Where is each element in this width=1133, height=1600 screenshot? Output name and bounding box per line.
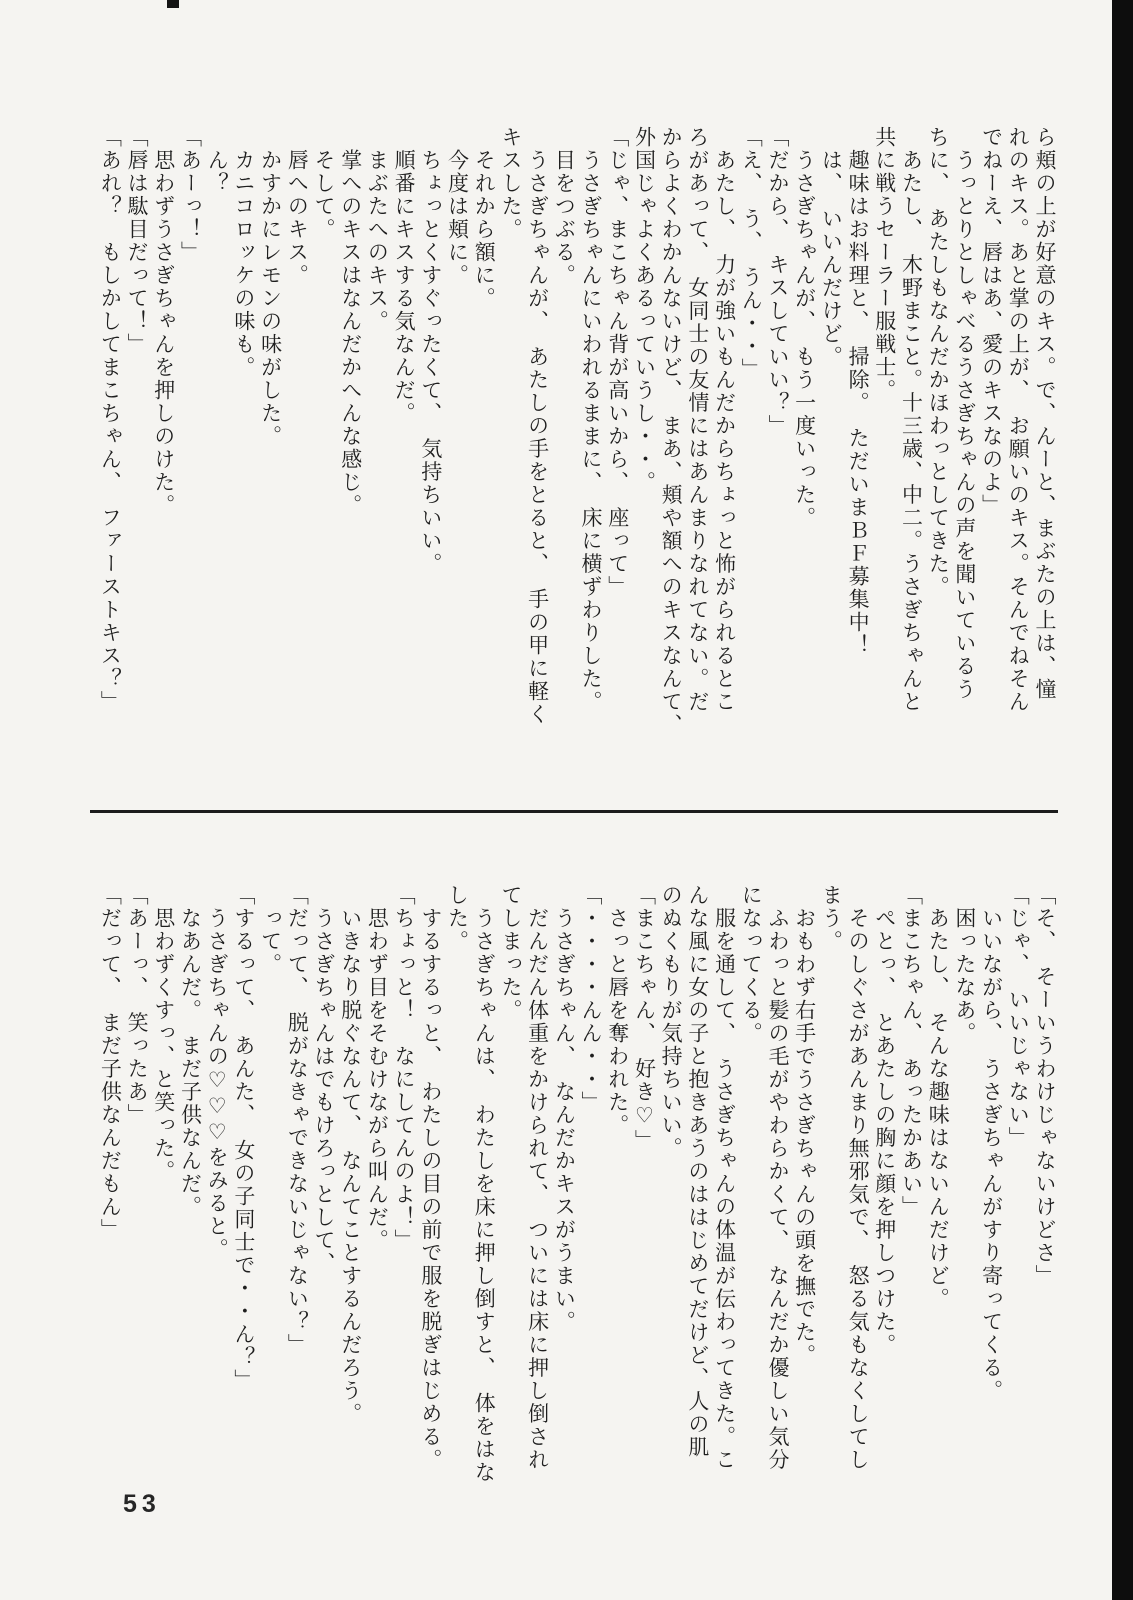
text-column: 「だから、 キスしていい？」 bbox=[765, 126, 790, 438]
text-column: からよくわかんないけど、 まあ、頬や額へのキスなんて、 bbox=[659, 126, 684, 737]
text-column: なあんだ。 まだ子供なんだ。 bbox=[178, 884, 203, 1219]
text-column: てしまった。 bbox=[498, 884, 523, 1022]
text-column: するするっと、 わたしの目の前で服を脱ぎはじめる。 bbox=[418, 884, 443, 1472]
text-column: ん？ bbox=[205, 126, 230, 195]
text-column: 共に戦うセーラー服戦士。 bbox=[872, 126, 897, 402]
text-column: まぶたへのキス。 bbox=[365, 126, 390, 333]
text-column: キスした。 bbox=[498, 126, 523, 241]
text-column: 思わず目をそむけながら叫んだ。 bbox=[365, 884, 390, 1252]
text-column: 順番にキスする気なんだ。 bbox=[392, 126, 417, 425]
text-column: 困ったなあ。 bbox=[952, 884, 977, 1045]
text-column: さっと唇を奪われた。 bbox=[605, 884, 630, 1137]
text-column: 掌へのキスはなんだかへんな感じ。 bbox=[338, 126, 363, 517]
text-column: それから額に。 bbox=[472, 126, 497, 310]
text-column: いいながら、 うさぎちゃんがすり寄ってくる。 bbox=[979, 884, 1004, 1403]
text-column: おもわず右手でうさぎちゃんの頭を撫でた。 bbox=[792, 884, 817, 1367]
scan-artifact bbox=[167, 0, 179, 8]
text-column: 「唇は駄目だって！」 bbox=[125, 126, 150, 356]
text-column: 外国じゃよくあるっていうし・・。 bbox=[632, 126, 657, 494]
text-column: 「まこちゃん、 好き♡」 bbox=[632, 884, 657, 1153]
text-column: んな風に女の子と抱きあうのははじめてだけど、人の肌 bbox=[685, 884, 710, 1459]
text-block-top bbox=[97, 126, 1058, 758]
text-column: うさぎちゃん、 なんだかキスがうまい。 bbox=[552, 884, 577, 1334]
text-column: あたし、 木野まこと。十三歳、中二。うさぎちゃんと bbox=[899, 126, 924, 714]
text-column: そのしぐさがあんまり無邪気で、 怒る気もなくしてし bbox=[846, 884, 871, 1472]
page-number: 53 bbox=[123, 1490, 161, 1518]
text-column: でねーえ、唇はあ、愛のキスなのよ」 bbox=[979, 126, 1004, 517]
text-column: 目をつぶる。 bbox=[552, 126, 577, 287]
text-column: ろがあって、 女同士の友情にはあんまりなれてない。だ bbox=[685, 126, 710, 714]
text-column: まう。 bbox=[819, 884, 844, 953]
text-column: あたし、 そんな趣味はないんだけど。 bbox=[926, 884, 951, 1311]
text-column: うさぎちゃんの♡♡♡をみると。 bbox=[205, 884, 230, 1261]
text-column: 「そ、 そーいうわけじゃないけどさ」 bbox=[1033, 884, 1057, 1288]
text-column: 唇へのキス。 bbox=[285, 126, 310, 287]
text-column: 「だって、 脱がなきゃできないじゃない？」 bbox=[285, 884, 310, 1357]
text-column: になってくる。 bbox=[739, 884, 764, 1045]
text-column: うさぎちゃんにいわれるままに、 床に横ずわりした。 bbox=[579, 126, 604, 714]
text-column: ぺとっ、 とあたしの胸に顔を押しつけた。 bbox=[872, 884, 897, 1357]
text-column: うさぎちゃんはでもけろっとして、 bbox=[312, 884, 337, 1275]
text-column: 「じゃ、 いいじゃない」 bbox=[1006, 884, 1031, 1150]
text-column: カニコロッケの味も。 bbox=[231, 126, 256, 379]
text-column: のぬくもりが気持ちいい。 bbox=[659, 884, 684, 1160]
text-column: あたし、 力が強いもんだからちょっと怖がられるとこ bbox=[712, 126, 737, 714]
text-column: 「ちょっと！ なにしてんのよ！」 bbox=[392, 884, 417, 1252]
text-column: 今度は頬に。 bbox=[445, 126, 470, 287]
text-column: いきなり脱ぐなんて、 なんてことするんだろう。 bbox=[338, 884, 363, 1426]
text-column: 「あーっ！」 bbox=[178, 126, 203, 264]
text-column: 「あれ？ もしかしてまこちゃん、 ファーストキス？」 bbox=[98, 126, 123, 714]
text-column: そして。 bbox=[312, 126, 337, 241]
text-column: 「じゃ、まこちゃん背が高いから、 座って」 bbox=[605, 126, 630, 599]
text-column: した。 bbox=[445, 884, 470, 953]
text-column: ちょっとくすぐったくて、 気持ちいい。 bbox=[418, 126, 443, 576]
text-column: うさぎちゃんは、 わたしを床に押し倒すと、 体をはな bbox=[472, 884, 497, 1484]
text-column: って。 bbox=[258, 884, 283, 976]
text-column: 思わずくすっ、と笑った。 bbox=[151, 884, 176, 1183]
text-column: うさぎちゃんが、 あたしの手をとると、 手の甲に軽く bbox=[525, 126, 550, 726]
text-column: うさぎちゃんが、 もう一度いった。 bbox=[792, 126, 817, 530]
text-column: ふわっと髪の毛がやわらかくて、 なんだか優しい気分 bbox=[765, 884, 790, 1472]
text-column: れのキス。あと掌の上が、 お願いのキス。そんでねそん bbox=[1006, 126, 1031, 714]
text-column: うっとりとしゃべるうさぎちゃんの声を聞いているう bbox=[952, 126, 977, 701]
section-divider bbox=[90, 810, 1058, 813]
text-column: は、 いいんだけど。 bbox=[819, 126, 844, 369]
text-column: 「だって、 まだ子供なんだもん」 bbox=[98, 884, 123, 1242]
text-column: 思わずうさぎちゃんを押しのけた。 bbox=[151, 126, 176, 517]
text-block-bottom bbox=[97, 884, 1058, 1516]
text-column: 「え、 う、 うん・・」 bbox=[739, 126, 764, 381]
text-column: 「するって、 あんた、 女の子同士で・・ん？」 bbox=[231, 884, 256, 1392]
text-column: かすかにレモンの味がした。 bbox=[258, 126, 283, 448]
text-column: 「まこちゃん、 あったかあい」 bbox=[899, 884, 924, 1219]
text-column: 服を通して、 うさぎちゃんの体温が伝わってきた。こ bbox=[712, 884, 737, 1472]
text-column: ら頬の上が好意のキス。で、んーと、まぶたの上は、憧 bbox=[1033, 126, 1057, 701]
text-column: 趣味はお料理と、 掃除。 ただいまＢＦ募集中！ bbox=[846, 126, 871, 657]
text-column: 「あーっ、 笑ったあ」 bbox=[125, 884, 150, 1127]
scan-edge-bar bbox=[1112, 0, 1133, 1600]
text-column: だんだん体重をかけられて、 ついには床に押し倒され bbox=[525, 884, 550, 1472]
text-column: ちに、 あたしもなんだかほわっとしてきた。 bbox=[926, 126, 951, 599]
text-column: 「・・・・んん・・」 bbox=[579, 884, 604, 1114]
